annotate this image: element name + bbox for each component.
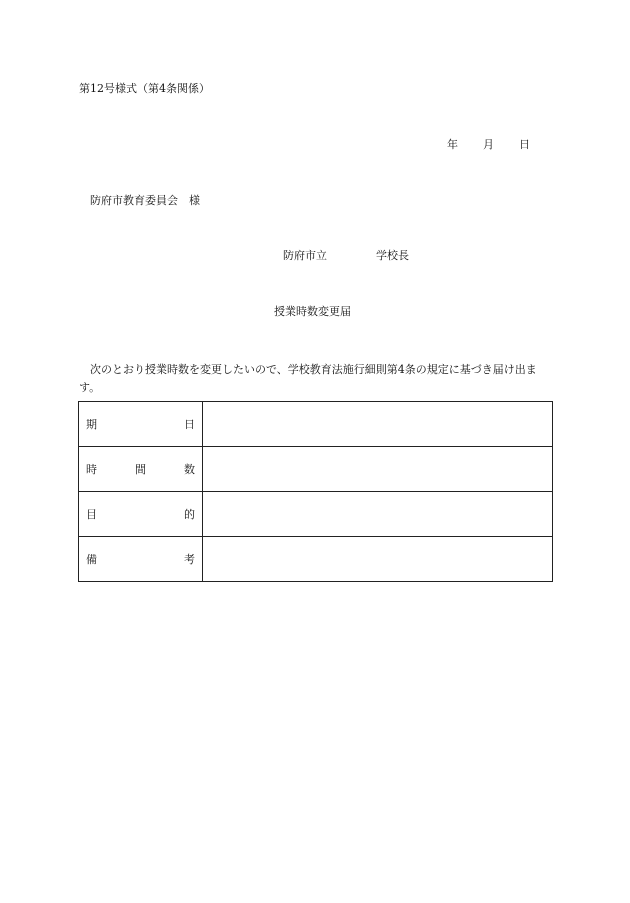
sender-city: 防府市立 (283, 249, 327, 262)
label-char: 的 (184, 508, 195, 521)
form-table (78, 401, 553, 582)
value-period[interactable] (203, 402, 553, 447)
date-month-label: 月 (483, 138, 494, 151)
label-remarks (79, 537, 203, 582)
value-purpose[interactable] (203, 492, 553, 537)
sender-line (283, 250, 409, 261)
label-char: 間 (135, 463, 146, 476)
value-remarks[interactable] (203, 537, 553, 582)
label-char: 日 (184, 418, 195, 431)
label-char: 数 (184, 463, 195, 476)
form-number: 第12号様式（第4条関係） (79, 82, 210, 95)
table-row (79, 447, 553, 492)
label-purpose (79, 492, 203, 537)
label-hours (79, 447, 203, 492)
label-char: 考 (184, 553, 195, 566)
value-hours[interactable] (203, 447, 553, 492)
label-period (79, 402, 203, 447)
label-char: 時 (86, 463, 97, 476)
document-title: 授業時数変更届 (274, 305, 351, 318)
addressee: 防府市教育委員会 様 (90, 194, 200, 207)
date-line (447, 139, 530, 150)
label-char: 期 (86, 418, 97, 431)
sender-title: 学校長 (376, 249, 409, 262)
table-row (79, 492, 553, 537)
label-char: 目 (86, 508, 97, 521)
table-row (79, 537, 553, 582)
label-char: 備 (86, 553, 97, 566)
date-day-label: 日 (519, 138, 530, 151)
document-body: 次のとおり授業時数を変更したいので、学校教育法施行細則第4条の規定に基づき届け出ます。 (79, 363, 537, 394)
table-row (79, 402, 553, 447)
date-year-label: 年 (447, 138, 458, 151)
